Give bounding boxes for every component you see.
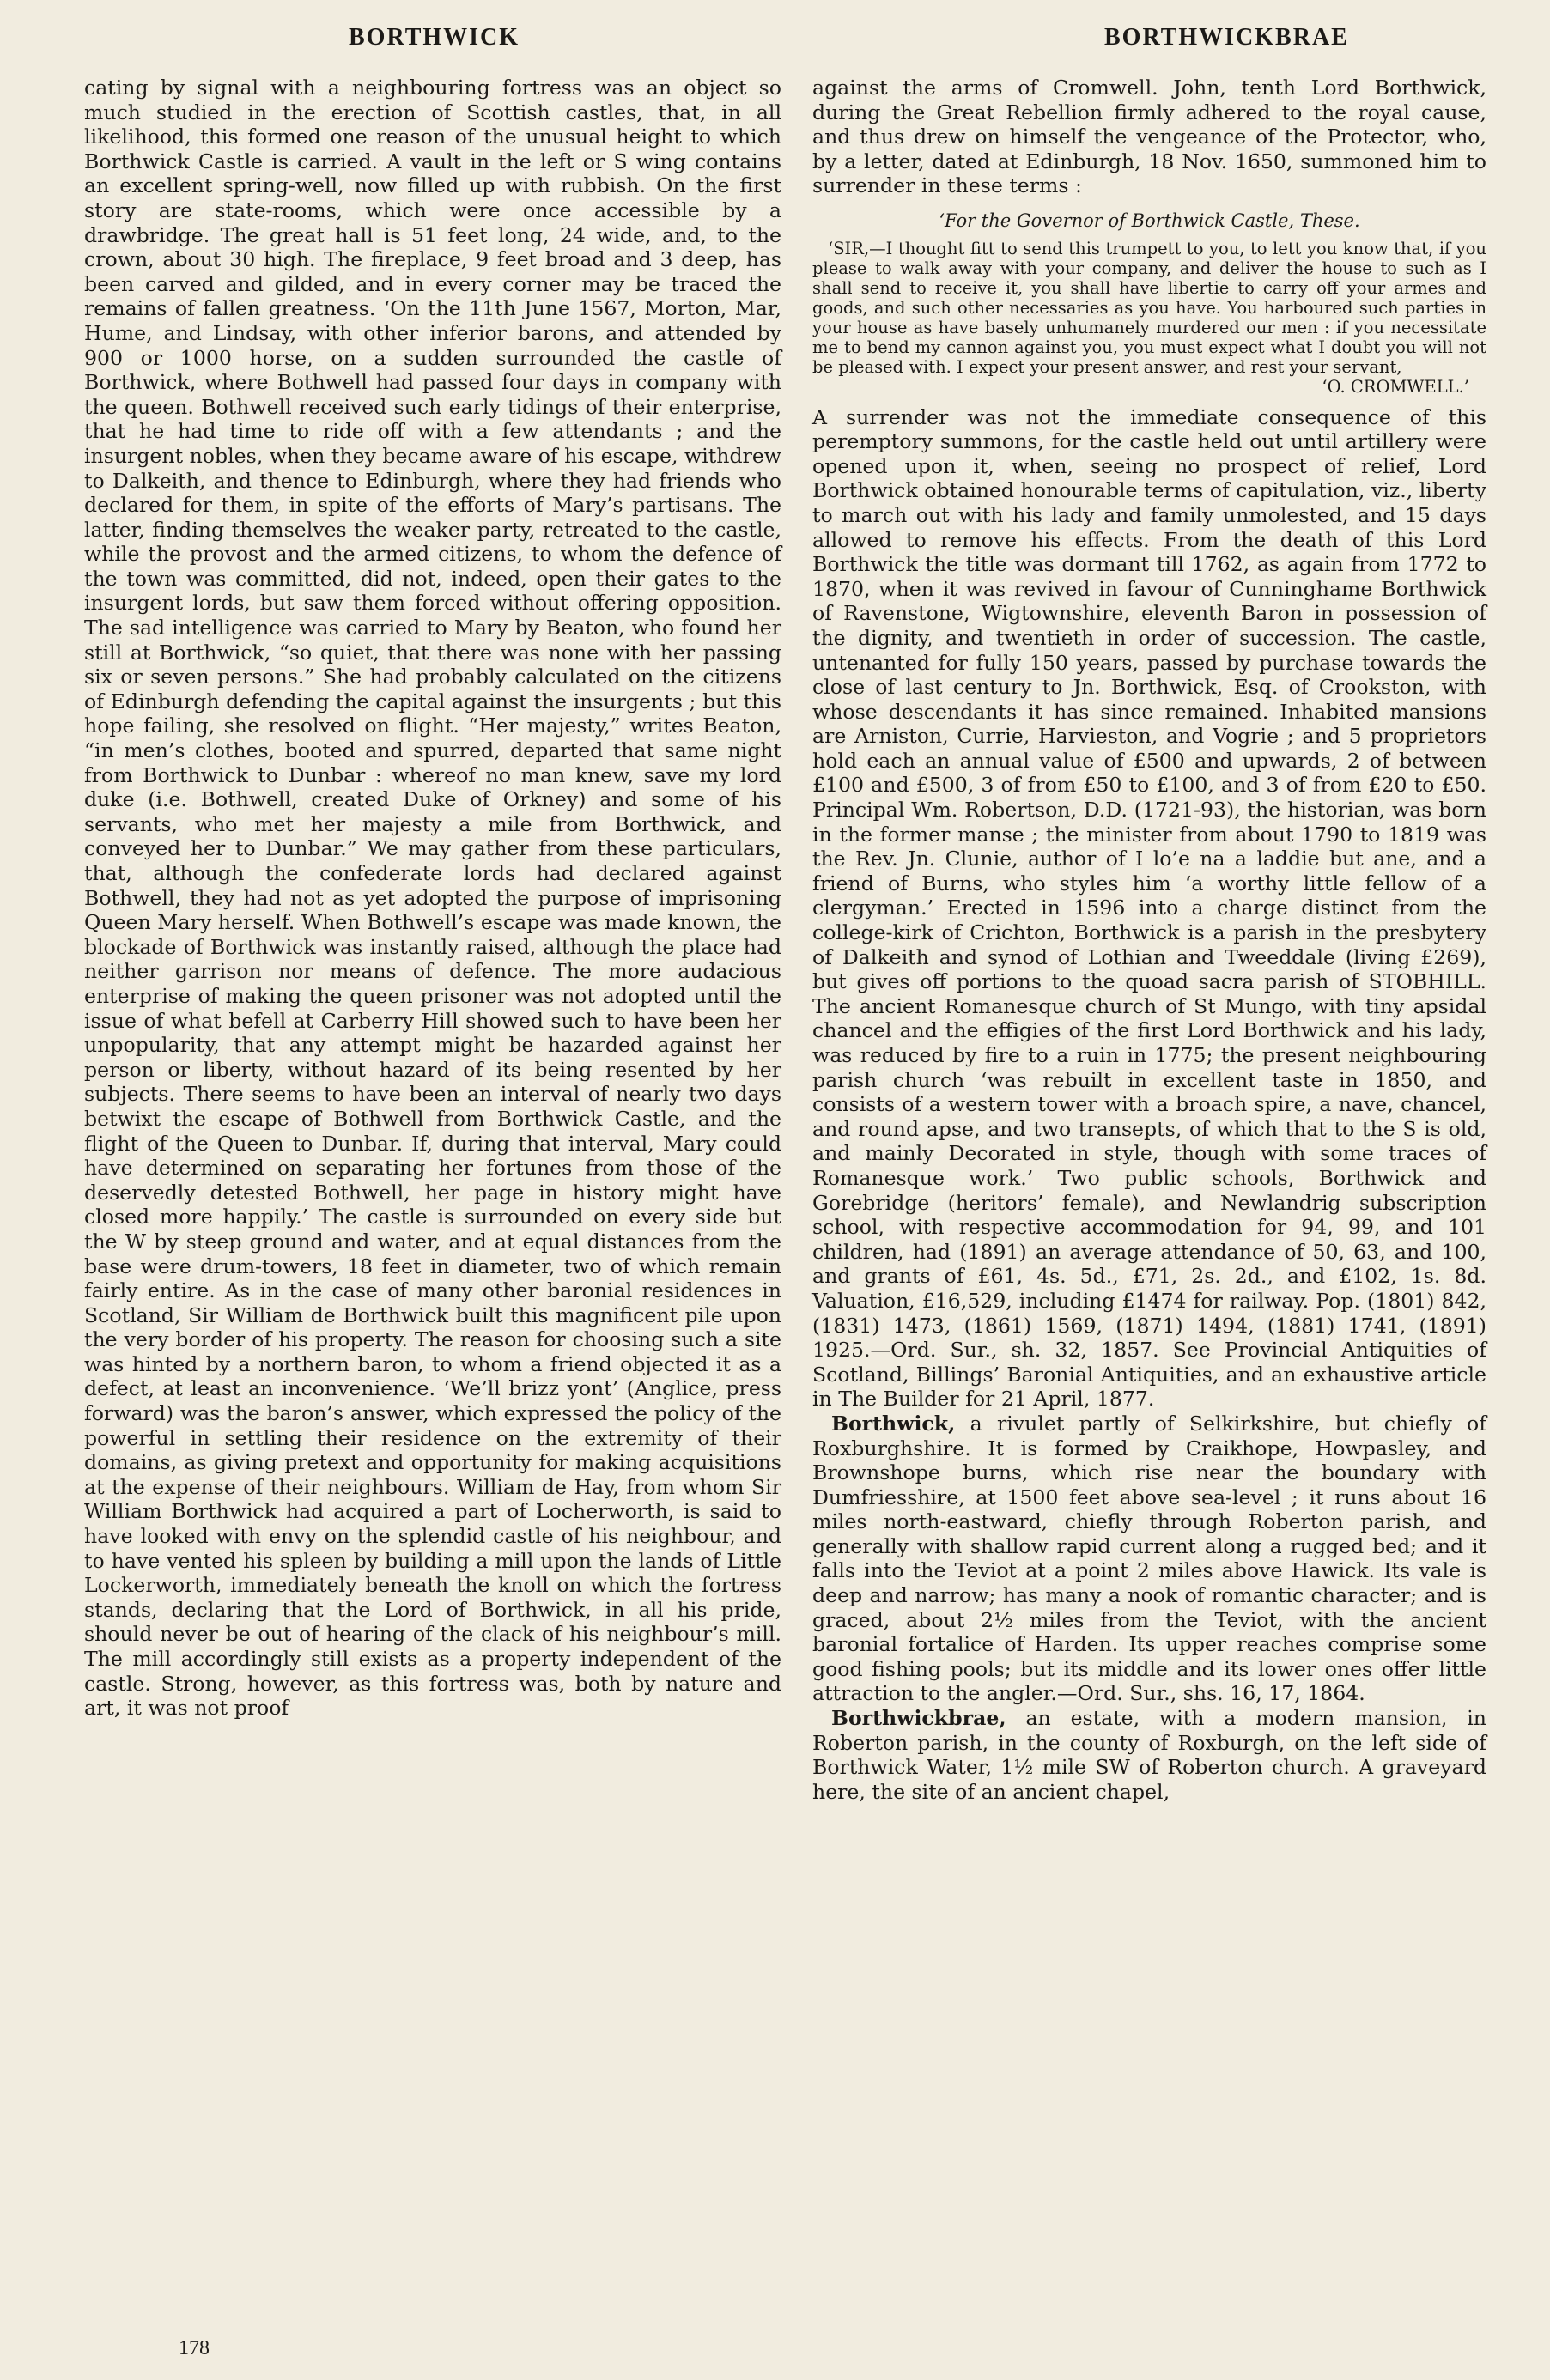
- header-left: BORTHWICK: [349, 24, 520, 51]
- left-column: [84, 76, 781, 1721]
- entry-borthwickbrae: [812, 1706, 1486, 1804]
- right-after-letter: A surrender was not the immediate consequence of this peremptory summons, for the castle held out until artillery were opened upon it, when, seeing no prospect of relief, Lord Borthwick obtained honourable terms of capitulation, viz., liberty to march out with his lady and family unmolested, and 15 days allowed to remove his effects. From the death of this Lord Borthwick the title was dormant till 1762, as again from 1772 to 1870, when it was revived in favour of Cunninghame Borthwick of Ravenstone, Wigtownshire, eleventh Baron in possession of the dignity, and twentieth in order of succession. The castle, untenanted for fully 150 years, passed by purchase towards the close of last century to Jn. Borthwick, Esq. of Crookston, with whose descendants it has since remained. Inhabited mansions are Arniston, Currie, Harvieston, and Vogrie ; and 5 proprietors hold each an annual value of £500 and upwards, 2 of between £100 and £500, 3 of from £50 to £100, and 3 of from £20 to £50. Principal Wm. Robertson, D.D. (1721-93), the historian, was born in the former manse ; the minister from about 1790 to 1819 was the Rev. Jn. Clunie, author of I lo’e na a laddie but ane, and a friend of Burns, who styles him ‘a worthy little fellow of a clergyman.’ Erected in 1596 into a charge distinct from the college-kirk of Crichton, Borthwick is a parish in the presbytery of Dalkeith and synod of Lothian and Tweeddale (living £269), but gives off portions to the quoad sacra parish of STOBHILL. The ancient Romanesque church of St Mungo, with tiny apsidal chancel and the effigies of the first Lord Borthwick and his lady, was reduced by fire to a ruin in 1775; the present neighbouring parish church ‘was rebuilt in excellent taste in 1850, and consists of a western tower with a broach spire, a nave, chancel, and round apse, and two transepts, of which that to the S is old, and mainly Decorated in style, though with some traces of Romanesque work.’ Two public schools, Borthwick and Gorebridge (heritors’ female), and Newlandrig subscription school, with respective accommodation for 94, 99, and 101 children, had (1891) an average attendance of 50, 63, and 100, and grants of £61, 4s. 5d., £71, 2s. 2d., and £102, 1s. 8d. Valuation, £16,529, including £1474 for railway. Pop. (1801) 842, (1831) 1473, (1861) 1569, (1871) 1494, (1881) 1741, (1891) 1925.—Ord. Sur., sh. 32, 1857. See Provincial Antiquities of Scotland, Billings’ Baronial Antiquities, and an exhaustive article in The Builder for 21 April, 1877.: [812, 404, 1486, 1412]
- entry-borthwick-headword: Borthwick,: [831, 1411, 956, 1436]
- right-intro: against the arms of Cromwell. John, tenth Lord Borthwick, during the Great Rebellion firmly adhered to the royal cause, and thus drew on himself the vengeance of the Protector, who, by a letter, dated at Edinburgh, 18 Nov. 1650, summoned him to surrender in these terms :: [812, 76, 1486, 198]
- entry-borthwick: [812, 1412, 1486, 1706]
- header-right: BORTHWICKBRAE: [1104, 24, 1349, 51]
- running-header: [0, 24, 1550, 58]
- entry-borthwickbrae-text: an estate, with a modern mansion, in Roberton parish, in the county of Roxburgh, on the left side of Borthwick Water, 1½ mile SW of Roberton church. A graveyard here, the site of an ancient chapel,: [812, 1706, 1486, 1804]
- left-column-text: cating by signal with a neighbouring fortress was an object so much studied in the erection of Scottish castles, that, in all likelihood, this formed one reason of the unusual height to which Borthwick Castle is carried. A vault in the left or S wing contains an excellent spring-well, now filled up with rubbish. On the first story are state-rooms, which were once accessible by a drawbridge. The great hall is 51 feet long, 24 wide, and, to the crown, about 30 high. The fireplace, 9 feet broad and 3 deep, has been carved and gilded, and in every corner may be traced the remains of fallen greatness. ‘On the 11th June 1567, Morton, Mar, Hume, and Lindsay, with other inferior barons, and attended by 900 or 1000 horse, on a sudden surrounded the castle of Borthwick, where Bothwell had passed four days in company with the queen. Bothwell received such early tidings of their enterprise, that he had time to ride off with a few attendants ; and the insurgent nobles, when they became aware of his escape, withdrew to Dalkeith, and thence to Edinburgh, where they had friends who declared for them, in spite of the efforts of Mary’s partisans. The latter, finding themselves the weaker party, retreated to the castle, while the provost and the armed citizens, to whom the defence of the town was committed, did not, indeed, open their gates to the insurgent lords, but saw them forced without offering opposition. The sad intelligence was carried to Mary by Beaton, who found her still at Borthwick, “so quiet, that there was none with her passing six or seven persons.” She had probably calculated on the citizens of Edinburgh defending the capital against the insurgents ; but this hope failing, she resolved on flight. “Her majesty,” writes Beaton, “in men’s clothes, booted and spurred, departed that same night from Borthwick to Dunbar : whereof no man knew, save my lord duke (i.e. Bothwell, created Duke of Orkney) and some of his servants, who met her majesty a mile from Borthwick, and conveyed her to Dunbar.” We may gather from these particulars, that, although the confederate lords had declared against Bothwell, they had not as yet adopted the purpose of imprisoning Queen Mary herself. When Bothwell’s escape was made known, the blockade of Borthwick was instantly raised, although the place had neither garrison nor means of defence. The more audacious enterprise of making the queen prisoner was not adopted until the issue of what befell at Carberry Hill showed such to have been her unpopularity, that any attempt might be hazarded against her person or liberty, without hazard of its being resented by her subjects. There seems to have been an interval of nearly two days betwixt the escape of Bothwell from Borthwick Castle, and the flight of the Queen to Dunbar. If, during that interval, Mary could have determined on separating her fortunes from those of the deservedly detested Bothwell, her page in history might have closed more happily.’ The castle is surrounded on every side but the W by steep ground and water, and at equal distances from the base were drum-towers, 18 feet in diameter, two of which remain fairly entire. As in the case of many other baronial residences in Scotland, Sir William de Borthwick built this magnificent pile upon the very border of his property. The reason for choosing such a site was hinted by a northern baron, to whom a friend objected it as a defect, at least an inconvenience. ‘We’ll brizz yont’ (Anglice, press forward) was the baron’s answer, which expressed the policy of the powerful in settling their residence on the extremity of their domains, as giving pretext and opportunity for making acquisitions at the expense of their neighbours. William de Hay, from whom Sir William Borthwick had acquired a part of Locherworth, is said to have looked with envy on the splendid castle of his neighbour, and to have vented his spleen by building a mill upon the lands of Little Lockerworth, immediately beneath the knoll on which the fortress stands, declaring that the Lord of Borthwick, in all his pride, should never be out of hearing of the clack of his neighbour’s mill. The mill accordingly still exists as a property independent of the castle. Strong, however, as this fortress was, both by nature and art, it was not proof: [84, 76, 781, 1721]
- page-number: 178: [179, 2337, 210, 2359]
- entry-borthwick-text: a rivulet partly of Selkirkshire, but chiefly of Roxburghshire. It is formed by Craikhope, Howpasley, and Brownshope burns, which rise near the boundary with Dumfriesshire, at 1500 feet above sea-level ; it runs about 16 miles north-eastward, chiefly through Roberton parish, and generally with shallow rapid current along a rugged bed; and it falls into the Teviot at a point 2 miles above Hawick. Its vale is deep and narrow; has many a nook of romantic character; and is graced, about 2½ miles from the Teviot, with the ancient baronial fortalice of Harden. Its upper reaches comprise some good fishing pools; but its middle and its lower ones offer little attraction to the angler.—Ord. Sur., shs. 16, 17, 1864.: [812, 1411, 1486, 1706]
- letter-heading: ‘For the Governor of Borthwick Castle, These.: [939, 209, 1360, 231]
- letter-body: ‘SIR,—I thought fitt to send this trumpett to you, to lett you know that, if you please to walk away with your company, and deliver the house to such as I shall send to receive it, you shall have libertie to carry off your armes and goods, and such other necessaries as you have. You harboured such parties in your house as have basely unhumanely murdered our men : if you necessitate me to bend my cannon against you, you must expect what I doubt you will not be pleased with. I expect your present answer, and rest your servant,: [812, 238, 1486, 377]
- entry-borthwickbrae-headword: Borthwickbrae,: [831, 1706, 1006, 1731]
- right-column: [812, 76, 1486, 1804]
- letter-signature: ‘O. CROMWELL.’: [1322, 376, 1469, 397]
